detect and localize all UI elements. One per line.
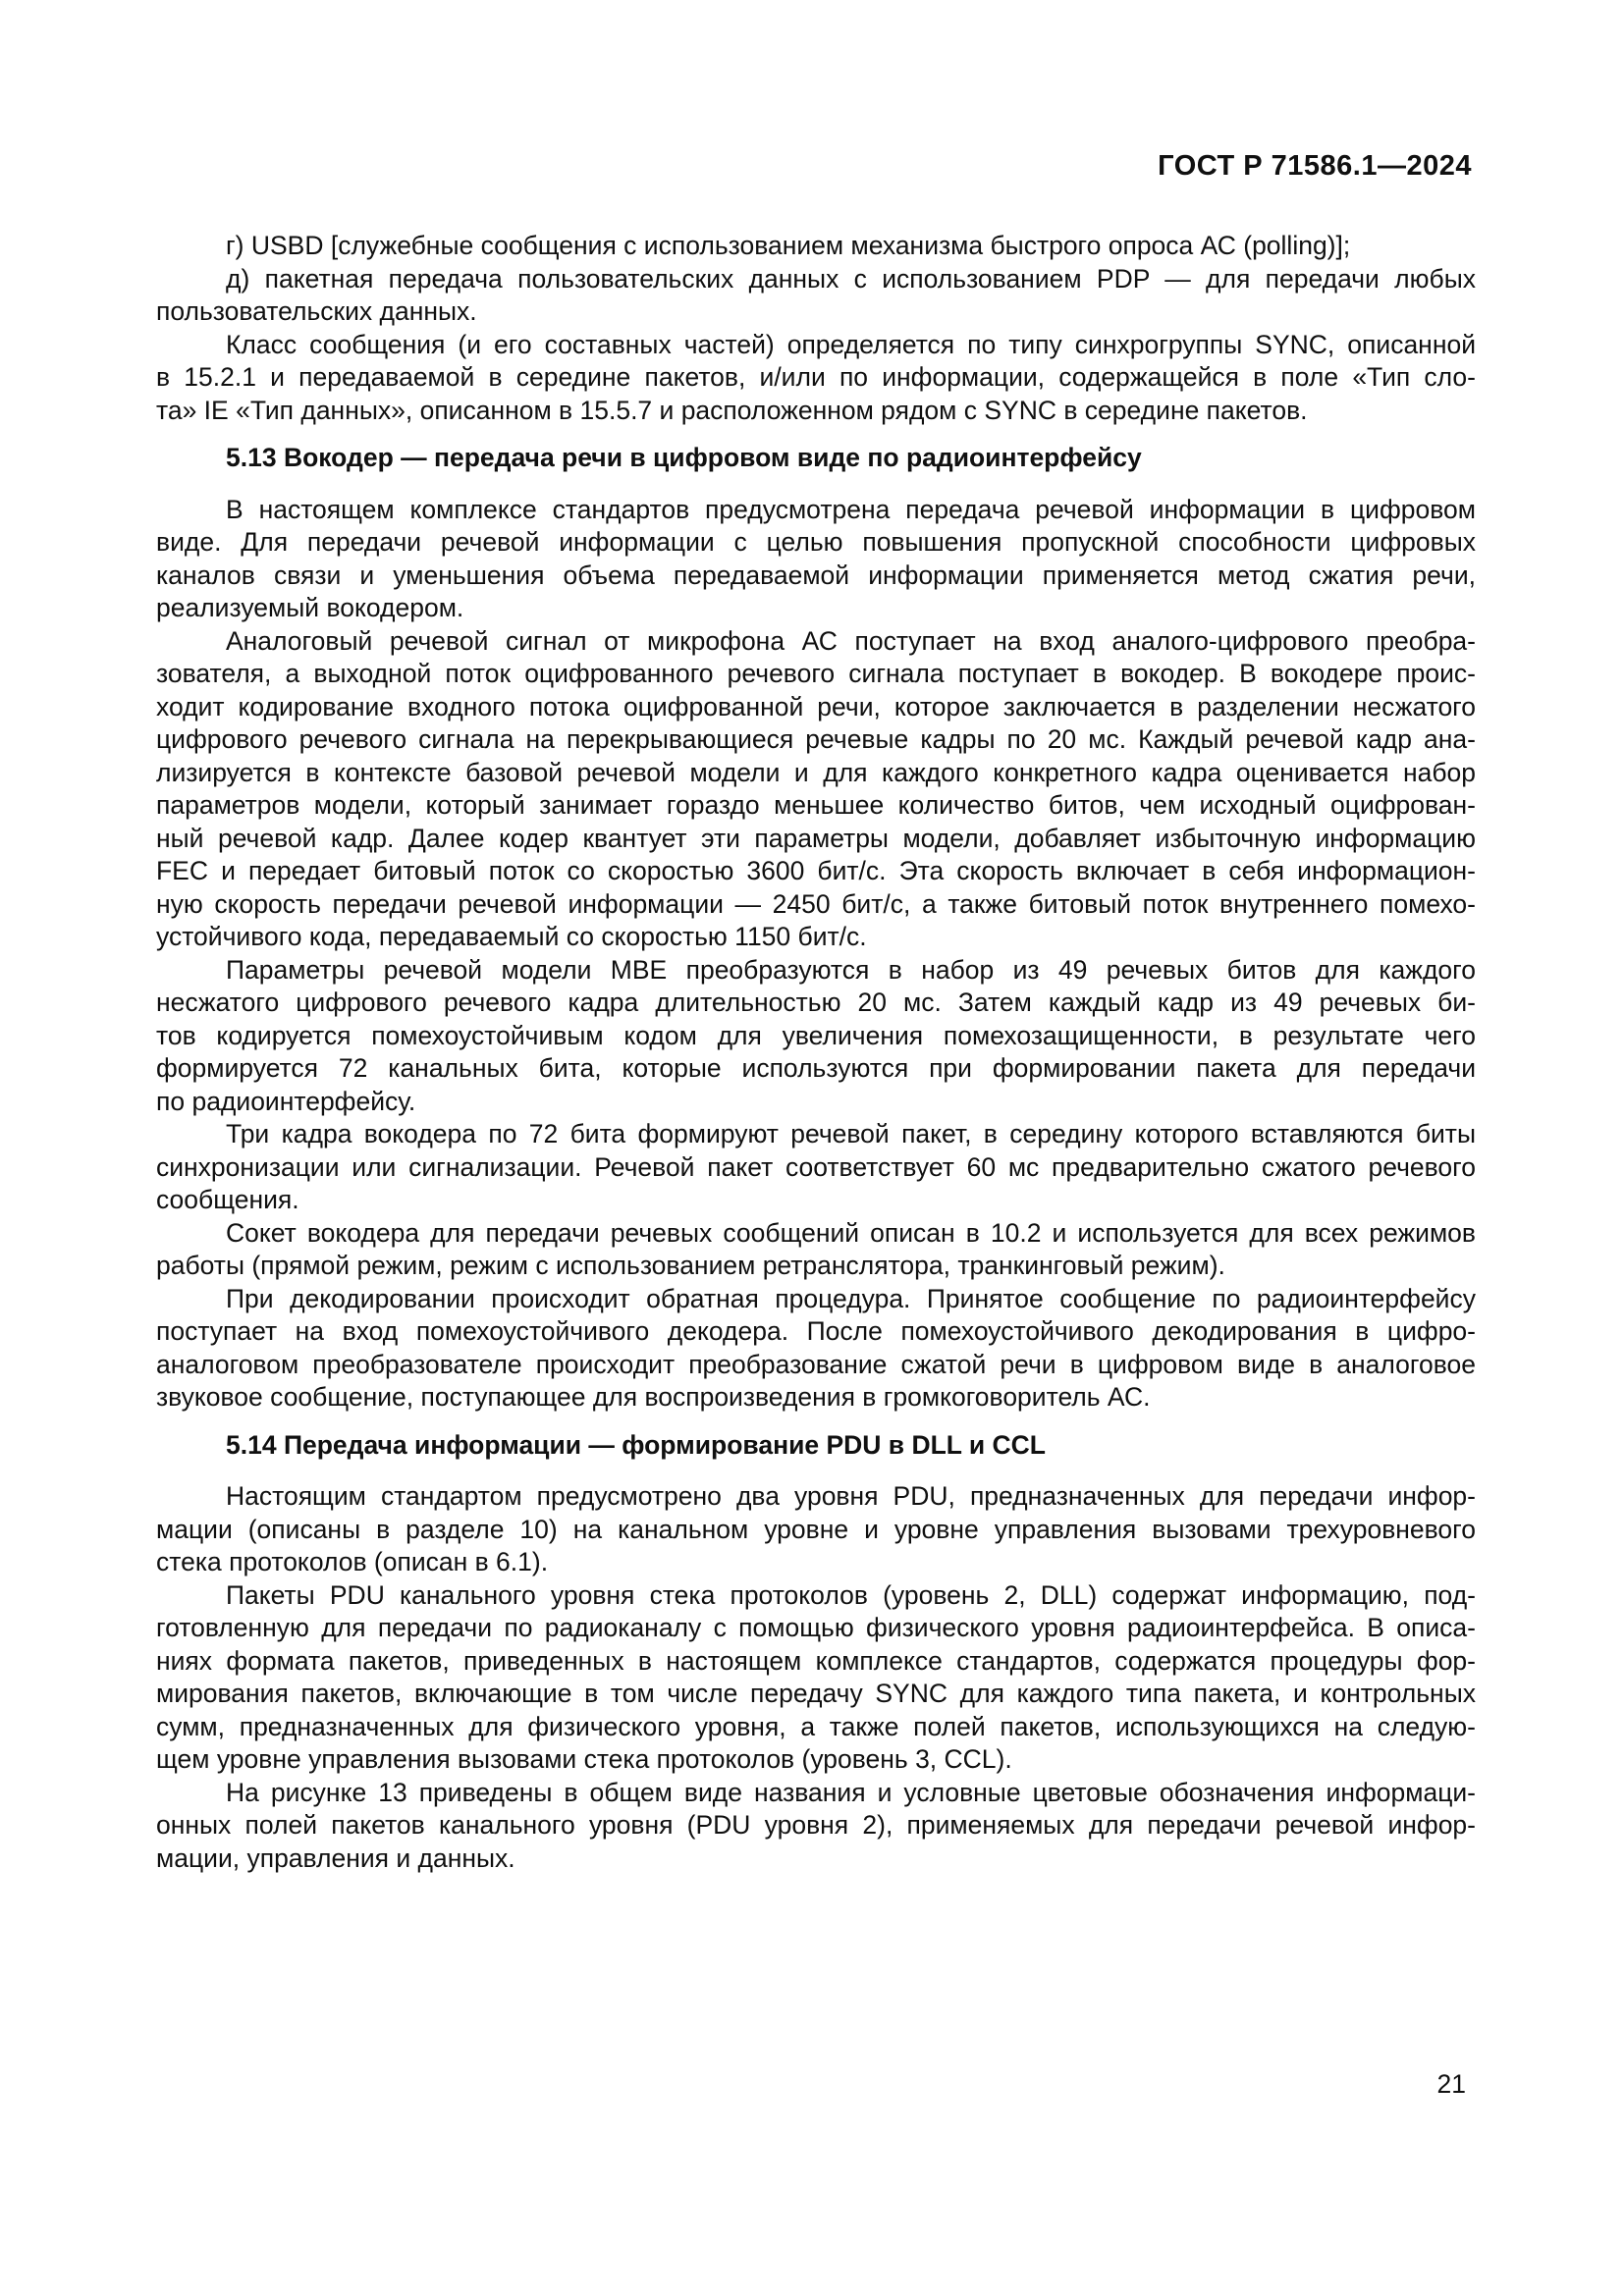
text-line: FEC и передает битовый поток со скоростью 3600 бит/с. Эта скорость включает в себя информацион-: [156, 856, 1476, 885]
text-line: Три кадра вокодера по 72 бита формируют речевой пакет, в середину которого вставляются биты: [226, 1119, 1476, 1148]
text-line: ный речевой кадр. Далее кодер квантует эти параметры модели, добавляет избыточную информацию: [156, 823, 1476, 853]
text-line: звуковое сообщение, поступающее для воспроизведения в громкоговоритель АС.: [156, 1382, 1151, 1412]
paragraph: [156, 954, 1476, 1119]
paragraph: [156, 1118, 1476, 1217]
text-line: Настоящим стандартом предусмотрено два уровня PDU, предназначенных для передачи инфор-: [226, 1481, 1476, 1511]
text-line: аналоговом преобразователе происходит преобразование сжатой речи в цифровом виде в аналоговое: [156, 1349, 1476, 1379]
text-line: Параметры речевой модели MBE преобразуются в набор из 49 речевых битов для каждого: [226, 954, 1476, 985]
text-line: 5.14 Передача информации — формирование PDU в DLL и CCL: [226, 1429, 1046, 1460]
text-line: реализуемый вокодером.: [156, 593, 464, 622]
text-line: д) пакетная передача пользовательских данных с использованием PDP — для передачи любых: [226, 263, 1476, 294]
text-line: поступает на вход помехоустойчивого декодера. После помехоустойчивого декодирования в цифро-: [156, 1316, 1476, 1346]
text-line: каналов связи и уменьшения объема передаваемой информации применяется метод сжатия речи,: [156, 560, 1476, 590]
text-line: ную скорость передачи речевой информации — 2450 бит/с, а также битовый поток внутреннего помехо-: [156, 888, 1476, 919]
paragraph: [156, 263, 1476, 329]
page-number: 21: [1436, 2069, 1466, 2099]
text-line: та» IE «Тип данных», описанном в 15.5.7 и расположенном рядом с SYNC в середине пакетов.: [156, 395, 1308, 425]
text-line: При декодировании происходит обратная процедура. Принятое сообщение по радиоинтерфейсу: [226, 1283, 1476, 1313]
paragraph: [156, 625, 1476, 954]
text-line: по радиоинтерфейсу.: [156, 1086, 416, 1116]
text-line: несжатого цифрового речевого кадра длительностью 20 мс. Затем каждый кадр из 49 речевых би-: [156, 988, 1476, 1017]
section-heading: [156, 1429, 1476, 1463]
section-heading: [156, 442, 1476, 475]
text-line: мации, управления и данных.: [156, 1842, 515, 1873]
text-line: формируется 72 канальных бита, которые используются при формировании пакета для передачи: [156, 1053, 1476, 1083]
text-line: ниях формата пакетов, приведенных в настоящем комплексе стандартов, содержатся процедуры фор-: [156, 1645, 1476, 1676]
paragraph: [156, 1777, 1476, 1876]
text-line: в 15.2.1 и передаваемой в середине пакетов, и/или по информации, содержащейся в поле «Тип сло-: [156, 362, 1476, 392]
text-line: Класс сообщения (и его составных частей) определяется по типу синхрогруппы SYNC, описанной: [226, 329, 1476, 359]
text-line: лизируется в контексте базовой речевой модели и для каждого конкретного кадра оценивается набор: [156, 757, 1476, 787]
text-line: устойчивого кода, передаваемый со скоростью 1150 бит/с.: [156, 922, 867, 951]
paragraph: [156, 329, 1476, 428]
text-line: стека протоколов (описан в 6.1).: [156, 1547, 549, 1576]
paragraph: [156, 1283, 1476, 1415]
text-line: тов кодируется помехоустойчивым кодом для увеличения помехозащищенности, в результате чего: [156, 1020, 1476, 1050]
document-body: [156, 230, 1476, 1875]
paragraph: [156, 230, 1476, 263]
text-line: параметров модели, который занимает гораздо меньшее количество битов, чем исходный оцифрован-: [156, 790, 1476, 820]
text-line: В настоящем комплексе стандартов предусмотрена передача речевой информации в цифровом: [226, 494, 1476, 524]
page-header: [156, 150, 1472, 183]
text-line: зователя, а выходной поток оцифрованного речевого сигнала поступает в вокодер. В вокодере проис-: [156, 659, 1476, 688]
text-line: цифрового речевого сигнала на перекрывающиеся речевые кадры по 20 мс. Каждый речевой кадр ана-: [156, 724, 1476, 754]
text-line: работы (прямой режим, режим с использованием ретранслятора, транкинговый режим).: [156, 1251, 1225, 1280]
text-line: Сокет вокодера для передачи речевых сообщений описан в 10.2 и используется для всех режимов: [226, 1217, 1476, 1248]
text-line: мации (описаны в разделе 10) на канальном уровне и уровне управления вызовами трехуровневого: [156, 1514, 1476, 1544]
text-line: онных полей пакетов канального уровня (PDU уровня 2), применяемых для передачи речевой инфор-: [156, 1810, 1476, 1840]
text-line: сумм, предназначенных для физического уровня, а также полей пакетов, использующихся на следую-: [156, 1711, 1476, 1741]
text-line: щем уровне управления вызовами стека протоколов (уровень 3, CCL).: [156, 1744, 1012, 1774]
text-line: На рисунке 13 приведены в общем виде названия и условные цветовые обозначения информаци-: [226, 1777, 1476, 1807]
paragraph: [156, 1480, 1476, 1579]
text-line: сообщения.: [156, 1185, 299, 1214]
paragraph: [156, 494, 1476, 625]
text-line: мирования пакетов, включающие в том числе передачу SYNC для каждого типа пакета, и контрольных: [156, 1679, 1476, 1708]
text-line: г) USBD [служебные сообщения с использованием механизма быстрого опроса АС (polling)];: [226, 231, 1351, 260]
text-line: Пакеты PDU канального уровня стека протоколов (уровень 2, DLL) содержат информацию, под-: [226, 1579, 1476, 1610]
text-line: пользовательских данных.: [156, 296, 477, 326]
paragraph: [156, 1579, 1476, 1777]
standard-number: ГОСТ Р 71586.1—2024: [1158, 150, 1472, 182]
text-line: синхронизации или сигнализации. Речевой пакет соответствует 60 мс предварительно сжатого речевого: [156, 1151, 1476, 1182]
paragraph: [156, 1217, 1476, 1283]
text-line: ходит кодирование входного потока оцифрованной речи, которое заключается в разделении несжатого: [156, 691, 1476, 721]
text-line: готовленную для передачи по радиоканалу с помощью физического уровня радиоинтерфейса. В описа-: [156, 1613, 1476, 1642]
page-footer: [156, 2069, 1466, 2100]
text-line: 5.13 Вокодер — передача речи в цифровом виде по радиоинтерфейсу: [226, 443, 1142, 472]
text-line: виде. Для передачи речевой информации с целью повышения пропускной способности цифровых: [156, 527, 1476, 557]
text-line: Аналоговый речевой сигнал от микрофона АС поступает на вход аналого-цифрового преобра-: [226, 625, 1476, 656]
